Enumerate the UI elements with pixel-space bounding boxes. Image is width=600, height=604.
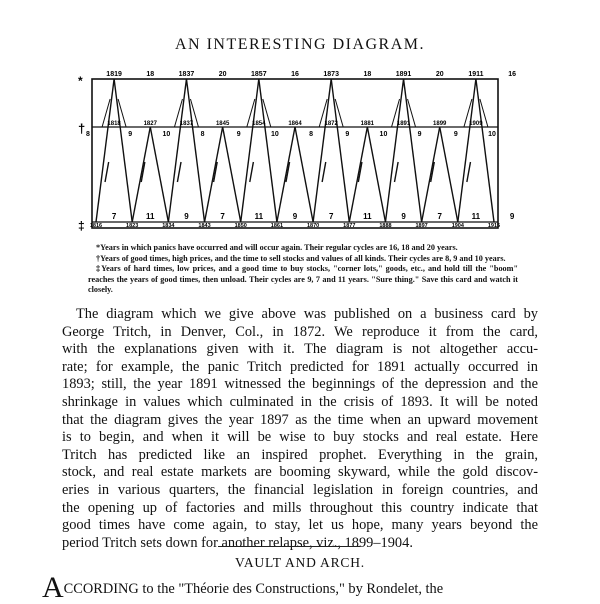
cycle-line (458, 79, 476, 222)
hard-year: 1888 (379, 223, 392, 230)
panic-year: 1837 (178, 71, 195, 78)
hard-interval: 7 (437, 212, 442, 221)
arrow-mark (395, 162, 399, 182)
hard-year: 1904 (451, 223, 464, 230)
cycle-line (292, 127, 313, 222)
cycle-line (132, 127, 150, 222)
good-interval: 10 (379, 131, 388, 138)
arrow-mark (322, 162, 326, 182)
diagram-frame (89, 79, 501, 230)
paragraph-line: stock, and real estate markets are booming skyward, while the gold discov- (62, 464, 538, 481)
hard-interval: 9 (509, 212, 515, 221)
paragraph-line: that the diagram gives the year 1897 as the time when an upward movement (62, 411, 538, 428)
panic-year: 1911 (468, 71, 484, 78)
paragraph-line: 1893; still, the year 1891 witnessed the beginnings of the depression and the (62, 376, 538, 393)
good-interval: 9 (236, 131, 241, 138)
paragraph-line: is to begin, and when it will be wise to buy stocks and real estate. Here (62, 429, 538, 446)
good-interval: 10 (162, 131, 171, 138)
cycle-line (404, 79, 422, 222)
cycle-line (328, 79, 349, 222)
hard-year: 1870 (306, 223, 320, 230)
body-paragraph (62, 306, 538, 552)
hard-interval: 7 (328, 212, 334, 221)
good-interval: 8 (309, 131, 314, 138)
cycle-line (96, 79, 114, 222)
paragraph-line: with the explanations given with it. The diagram is not altogether accu- (62, 341, 538, 358)
good-interval: 8 (86, 131, 90, 138)
panic-interval: 16 (508, 71, 516, 78)
good-year: 1845 (215, 121, 230, 127)
arrow-mark (250, 162, 254, 182)
paragraph-line: George Tritch, in Denver, Col., in 1872. We reproduce it from the card, (62, 323, 538, 340)
hard-year: 1850 (234, 223, 247, 230)
paragraph-line: eries in various quarters, the financial legislation in foreign countries, and (62, 481, 538, 498)
hard-year: 1843 (198, 223, 211, 230)
cycle-line (437, 127, 458, 222)
panic-year: 1819 (106, 71, 122, 78)
cycle-line (313, 79, 331, 222)
good-interval: 9 (417, 131, 422, 138)
hard-year: 1915 (487, 223, 501, 230)
hard-year: 1823 (126, 223, 139, 230)
paragraph-line: rate; for example, the panic Tritch predicted for 1891 actually occurred in (62, 358, 538, 375)
panic-interval: 18 (146, 71, 155, 78)
cycle-line (205, 127, 223, 222)
good-interval: 9 (128, 131, 133, 138)
cycle-line (385, 79, 403, 222)
cycle-line (259, 79, 277, 222)
hard-interval: 9 (184, 212, 189, 221)
hard-interval: 11 (146, 212, 155, 221)
hard-year: 1861 (270, 223, 284, 230)
good-interval: 10 (271, 131, 279, 138)
cycle-line (223, 127, 241, 222)
paragraph-line: the opening up of factories and mills throughout this country indicate that (62, 499, 538, 516)
good-year: 1854 (252, 121, 266, 127)
cycle-line (168, 79, 186, 222)
good-year: 1837 (179, 121, 194, 127)
good-times-marker: † (78, 121, 86, 136)
panic-year: 1857 (251, 71, 267, 78)
cycle-line (186, 79, 204, 222)
drop-cap: A (42, 571, 64, 604)
panic-marker: * (78, 74, 83, 88)
paragraph-line: period Tritch sets down for another relapse, viz., 1899–1904. (62, 534, 413, 551)
good-year: 1891 (396, 121, 411, 127)
cycle-line (349, 127, 367, 222)
hard-year: 1877 (343, 223, 356, 230)
panic-interval: 18 (363, 71, 372, 78)
hard-year: 1816 (89, 223, 103, 230)
good-interval: 10 (488, 131, 496, 138)
footnote-good-times: †Years of good times, high prices, and the time to sell stocks and values of all kinds. Their cycles are 8, 9 and 10 years. (96, 253, 506, 263)
hard-interval: 7 (111, 212, 117, 221)
footnote-panic: *Years in which panics have occurred and will occur again. Their regular cycles are 16, 18 and 20 years. (96, 243, 458, 252)
section-title: VAULT AND ARCH. (235, 555, 365, 570)
next-paragraph-text: CCORDING to the "Théorie des Constructions," by Rondelet, the (63, 581, 444, 597)
footnote-hard-times: ‡Years of hard times, low prices, and a good time to buy stocks, "corner lots," goods, etc., and hold till the "boom" reaches the years of good times, then unload. Their cycles are 9, 7 and 11 years. "Sure thing." Save this card and watch it closely. (88, 264, 518, 294)
good-interval: 9 (345, 131, 350, 138)
paragraph-line: good times have come again, to stay, let us hope, many years beyond the (62, 517, 538, 534)
hard-interval: 11 (363, 212, 372, 221)
cycle-line (277, 127, 295, 222)
cycle-line (367, 127, 385, 222)
hard-year: 1834 (162, 223, 175, 230)
good-year: 1899 (433, 121, 447, 127)
hard-interval: 9 (292, 212, 298, 221)
good-year: 1818 (107, 121, 121, 127)
good-year: 1881 (360, 121, 375, 127)
next-paragraph (42, 571, 538, 604)
paragraph-line: shrinkage in values which culminated in the crisis of 1893. It will be noted (62, 393, 538, 410)
panic-year: 1873 (323, 71, 339, 78)
good-year: 1864 (288, 121, 302, 127)
hard-interval: 9 (401, 212, 406, 221)
cycle-line (150, 127, 171, 222)
paragraph-line: The diagram which we give above was published on a business card by (76, 306, 538, 322)
good-year: 1909 (469, 121, 483, 127)
panic-interval: 20 (435, 71, 444, 78)
cycle-line (241, 79, 259, 222)
good-year: 1872 (324, 121, 338, 127)
hard-times-marker: ‡ (78, 219, 85, 233)
tritch-cycle-diagram (70, 62, 516, 237)
page-title: AN INTERESTING DIAGRAM. (174, 36, 426, 53)
paragraph-line: Tritch has predicted like an inspired prophet. Everything in the grain, (62, 446, 538, 463)
arrow-mark (467, 162, 471, 182)
hard-year: 1897 (415, 223, 428, 230)
good-interval: 9 (453, 131, 458, 138)
cycle-line (111, 79, 132, 222)
good-year: 1827 (143, 121, 157, 127)
section-divider (218, 546, 360, 547)
panic-interval: 16 (291, 71, 299, 78)
good-interval: 8 (200, 131, 205, 138)
cycle-line (422, 127, 440, 222)
arrow-mark (105, 162, 109, 182)
panic-year: 1891 (395, 71, 412, 78)
cycle-line (476, 79, 494, 222)
arrow-mark (177, 162, 181, 182)
hard-interval: 7 (220, 212, 225, 221)
hard-interval: 11 (254, 212, 264, 221)
panic-interval: 20 (218, 71, 227, 78)
hard-interval: 11 (471, 212, 481, 221)
footnotes (88, 243, 518, 296)
